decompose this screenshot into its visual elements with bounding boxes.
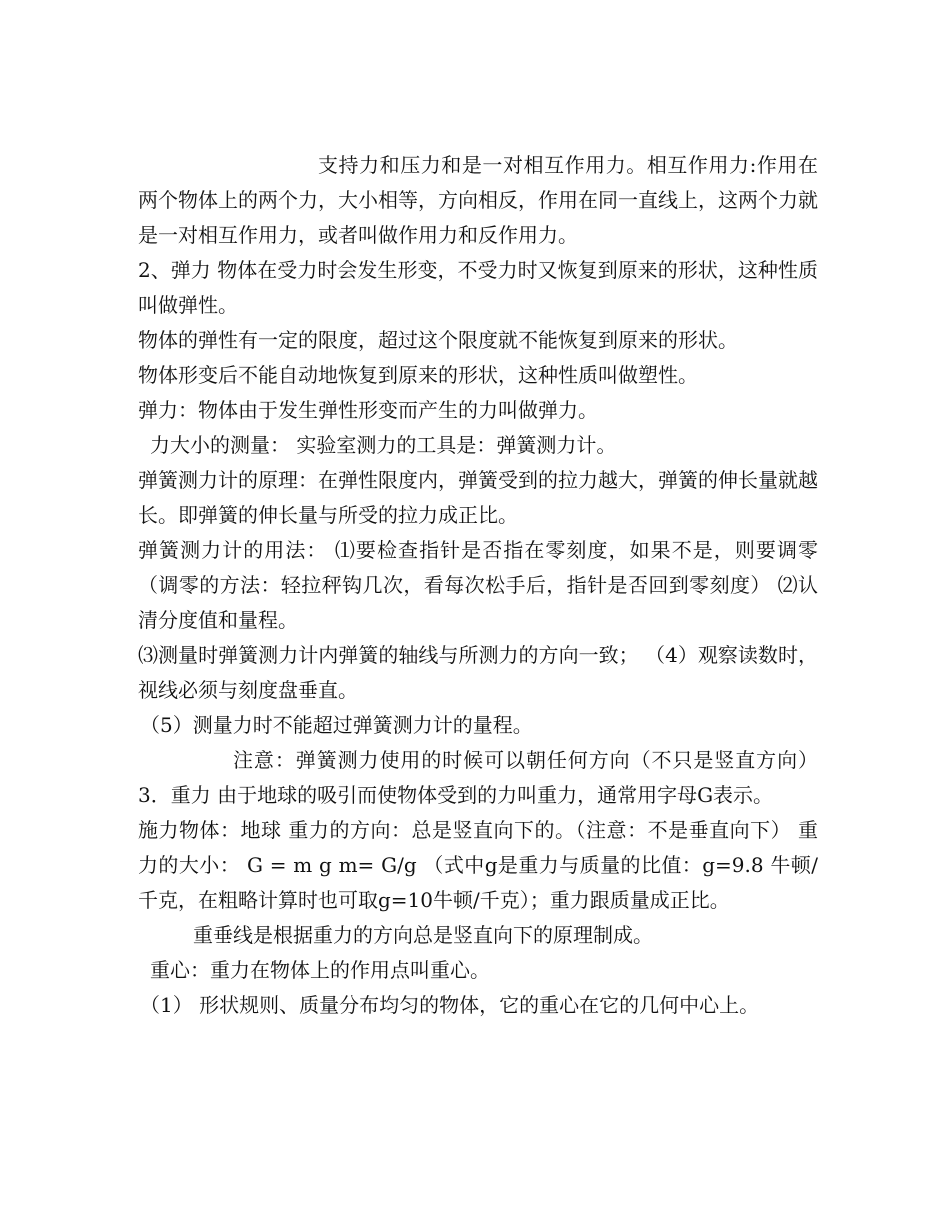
paragraph-interaction-force: 支持力和压力和是一对相互作用力。相互作用力:作用在两个物体上的两个力，大小相等，方向相反，作用在同一直线上，这两个力就是一对相互作用力，或者叫做作用力和反作用力。 (138, 153, 818, 247)
paragraph-regular-shape: （1） 形状规则、质量分布均匀的物体，它的重心在它的几何中心上。 (140, 993, 760, 1017)
paragraph-gravity-note: 注意：弹簧测力使用的时候可以朝任何方向（不只是竖直方向） 3．重力 由于地球的吸引而使物体受到的力叫重力，通常用字母G表示。 (138, 748, 818, 807)
paragraph-plumb-line: 重垂线是根据重力的方向总是竖直向下的原理制成。 (193, 923, 653, 947)
paragraph-spring-principle: 弹簧测力计的原理：在弹性限度内，弹簧受到的拉力越大，弹簧的伸长量就越长。即弹簧的伸长量与所受的拉力成正比。 (138, 468, 818, 527)
paragraph-range-limit: （5）测量力时不能超过弹簧测力计的量程。 (140, 713, 533, 737)
paragraph-elastic-limit: 物体的弹性有一定的限度，超过这个限度就不能恢复到原来的形状。 (138, 328, 738, 352)
paragraph-elastic-definition: 弹力：物体由于发生弹性形变而产生的力叫做弹力。 (138, 398, 598, 422)
document-body (138, 148, 818, 1023)
paragraph-spring-usage: 弹簧测力计的用法： ⑴要检查指针是否指在零刻度，如果不是，则要调零（调零的方法：轻拉秤钩几次，看每次松手后，指针是否回到零刻度） ⑵认清分度值和量程。 (138, 538, 818, 632)
paragraph-gravity-direction: 施力物体：地球 重力的方向：总是竖直向下的。（注意：不是垂直向下） 重力的大小： G = m g m= G/g （式中g是重力与质量的比值：g=9.8 牛顿/千克，在粗略计算时也可取g=10牛顿/千克）；重力跟质量成正比。 (138, 818, 818, 912)
paragraph-elastic-force: 2、弹力 物体在受力时会发生形变，不受力时又恢复到原来的形状，这种性质叫做弹性。 (138, 258, 818, 317)
paragraph-force-measurement: 力大小的测量： 实验室测力的工具是：弹簧测力计。 (150, 433, 617, 457)
paragraph-plasticity: 物体形变后不能自动地恢复到原来的形状，这种性质叫做塑性。 (138, 363, 698, 387)
paragraph-center-of-gravity: 重心：重力在物体上的作用点叫重心。 (150, 958, 490, 982)
paragraph-measure-axis: ⑶测量时弹簧测力计内弹簧的轴线与所测力的方向一致； （4）观察读数时，视线必须与刻度盘垂直。 (138, 643, 818, 702)
